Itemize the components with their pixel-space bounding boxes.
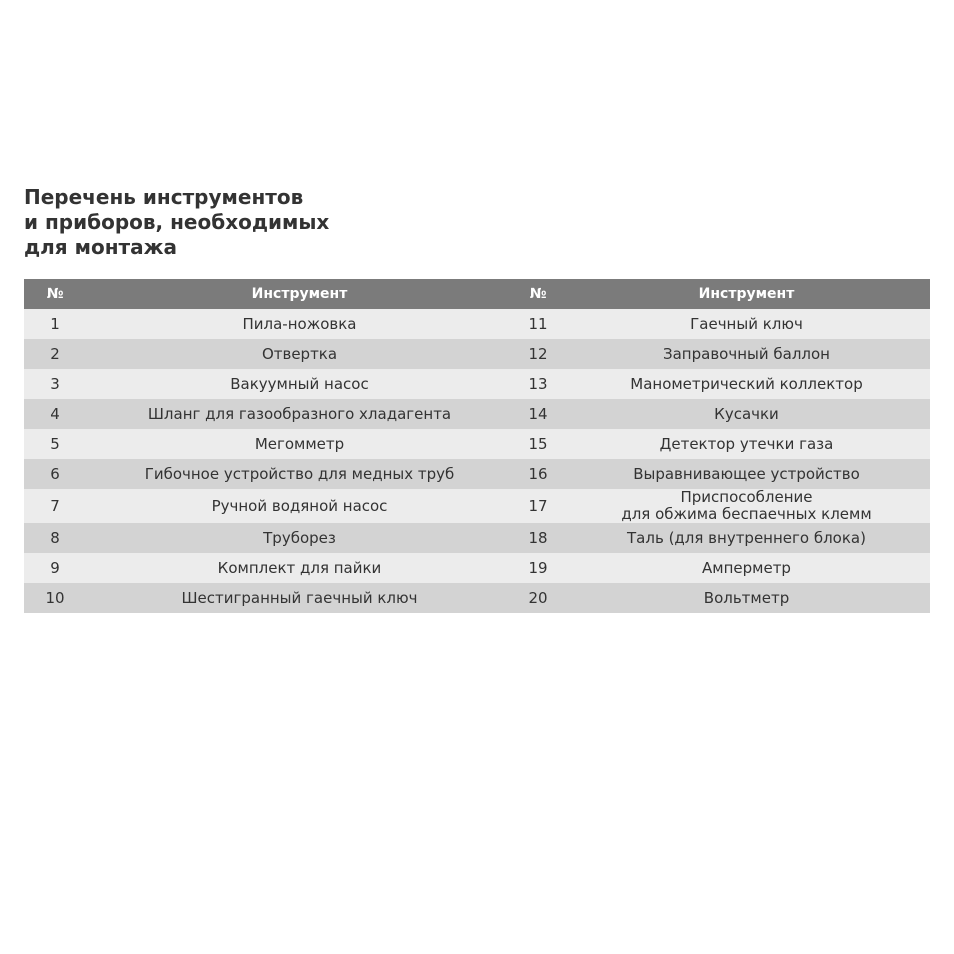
row-number-right: 13 xyxy=(513,369,563,399)
row-number-right: 15 xyxy=(513,429,563,459)
table-row xyxy=(24,339,930,369)
row-tool-left: Вакуумный насос xyxy=(86,369,513,399)
row-number-left: 10 xyxy=(24,583,86,613)
row-tool-right: Амперметр xyxy=(563,553,930,583)
row-number-left: 7 xyxy=(24,489,86,523)
title-line-3: для монтажа xyxy=(24,235,177,259)
row-tool-left: Ручной водяной насос xyxy=(86,489,513,523)
table-row xyxy=(24,399,930,429)
header-number-2: № xyxy=(513,279,563,309)
row-tool-right: Заправочный баллон xyxy=(563,339,930,369)
row-number-right: 18 xyxy=(513,523,563,553)
header-tool-1: Инструмент xyxy=(86,279,513,309)
row-number-left: 8 xyxy=(24,523,86,553)
row-tool-right: Гаечный ключ xyxy=(563,309,930,339)
row-number-right: 20 xyxy=(513,583,563,613)
row-number-right: 14 xyxy=(513,399,563,429)
title-line-1: Перечень инструментов xyxy=(24,185,304,209)
row-number-left: 6 xyxy=(24,459,86,489)
row-number-left: 1 xyxy=(24,309,86,339)
row-number-right: 12 xyxy=(513,339,563,369)
row-tool-right: Детектор утечки газа xyxy=(563,429,930,459)
row-number-left: 3 xyxy=(24,369,86,399)
row-tool-left: Пила-ножовка xyxy=(86,309,513,339)
row-tool-right: Таль (для внутреннего блока) xyxy=(563,523,930,553)
tools-table xyxy=(24,279,930,613)
row-tool-left: Труборез xyxy=(86,523,513,553)
title-line-2: и приборов, необходимых xyxy=(24,210,330,234)
row-tool-right: Вольтметр xyxy=(563,583,930,613)
row-number-left: 2 xyxy=(24,339,86,369)
table-row xyxy=(24,309,930,339)
page-title xyxy=(24,185,624,260)
table-row xyxy=(24,369,930,399)
table-row xyxy=(24,583,930,613)
row-number-left: 5 xyxy=(24,429,86,459)
header-tool-2: Инструмент xyxy=(563,279,930,309)
table-row xyxy=(24,553,930,583)
table-row xyxy=(24,523,930,553)
row-number-right: 11 xyxy=(513,309,563,339)
row-tool-right: Выравнивающее устройство xyxy=(563,459,930,489)
row-number-right: 17 xyxy=(513,489,563,523)
table-row xyxy=(24,429,930,459)
row-tool-left: Мегомметр xyxy=(86,429,513,459)
row-number-left: 9 xyxy=(24,553,86,583)
row-tool-left: Шланг для газообразного хладагента xyxy=(86,399,513,429)
row-number-left: 4 xyxy=(24,399,86,429)
table-header-row xyxy=(24,279,930,309)
row-tool-right: Приспособление для обжима беспаечных клемм xyxy=(563,489,930,523)
row-tool-left: Гибочное устройство для медных труб xyxy=(86,459,513,489)
row-number-right: 16 xyxy=(513,459,563,489)
header-number-1: № xyxy=(24,279,86,309)
row-tool-left: Отвертка xyxy=(86,339,513,369)
table-row xyxy=(24,489,930,523)
row-tool-right: Кусачки xyxy=(563,399,930,429)
row-tool-right: Манометрический коллектор xyxy=(563,369,930,399)
table-row xyxy=(24,459,930,489)
row-tool-left: Комплект для пайки xyxy=(86,553,513,583)
row-tool-left: Шестигранный гаечный ключ xyxy=(86,583,513,613)
row-number-right: 19 xyxy=(513,553,563,583)
